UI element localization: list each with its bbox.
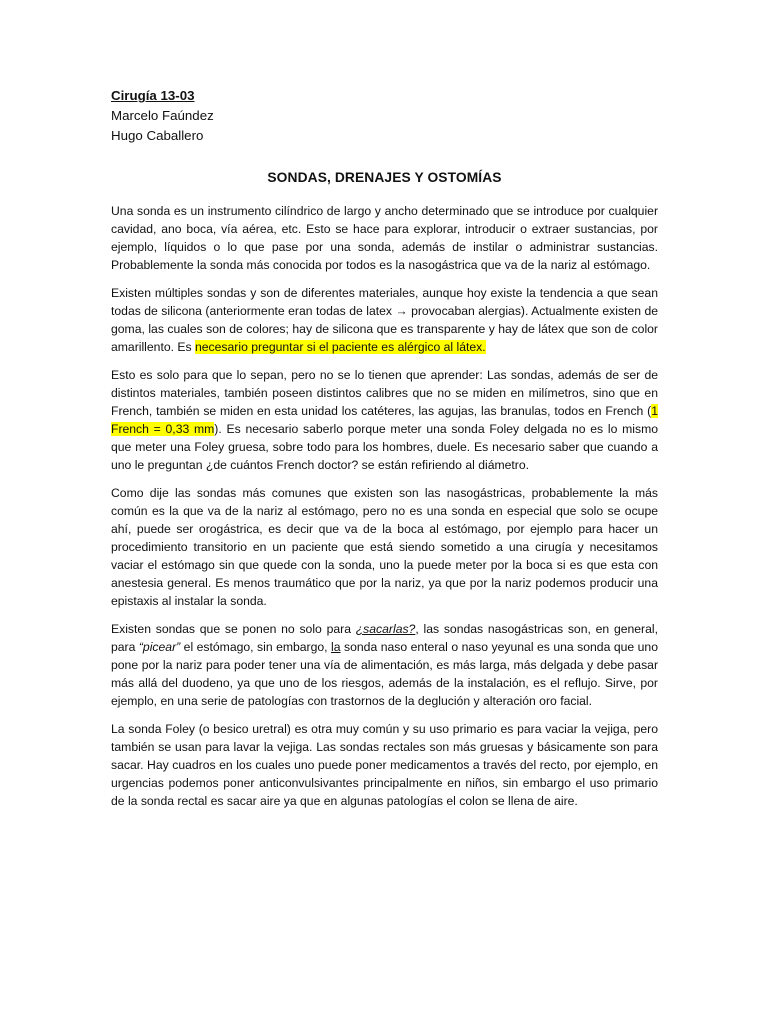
- emphasis-picear: “picear”: [138, 640, 181, 654]
- paragraph-4: Como dije las sondas más comunes que existen son las nasogástricas, probablemente la más común es la que va de la nariz al estómago, pero no es una sonda en especial que solo se ocupe ahí, puede ser orogástrica, es decir que va de la boca al estómago, por ejemplo para hacer un procedimiento transitorio en un paciente que está siendo sometido a una cirugía y necesitamos vaciar el estómago sin que quede con la sonda, uno la puede meter por la boca si es que esta con anestesia general. Es menos traumático que por la nariz, ya que por la nariz podemos producir una epistaxis al instalar la sonda.: [111, 486, 658, 608]
- paragraph-6: La sonda Foley (o besico uretral) es otra muy común y su uso primario es para vaciar la vejiga, pero también se usan para lavar la vejiga. Las sondas rectales son más gruesas y básicamente son para sacar. Hay cuadros en los cuales uno puede poner medicamentos a través del recto, por ejemplo, en urgencias podemos poner anticonvulsivantes principalmente en niños, sin embargo el uso primario de la sonda rectal es sacar aire ya que en algunas patologías el colon se llena de aire.: [111, 722, 658, 808]
- paragraph-3: [111, 366, 658, 474]
- paragraph-2: [111, 284, 658, 356]
- highlight-french-unit: 1 French = 0,33 mm: [111, 404, 658, 436]
- document-page: [111, 86, 658, 820]
- underlined-la: la: [331, 640, 341, 654]
- document-title: SONDAS, DRENAJES Y OSTOMÍAS: [267, 170, 502, 185]
- paragraph-5-text-b: , las sondas nasogástricas son, en general, para: [111, 622, 658, 654]
- paragraph-5-text-c: el estómago, sin embargo,: [180, 640, 332, 654]
- author-2: Hugo Caballero: [111, 128, 204, 143]
- paragraph-1: Una sonda es un instrumento cilíndrico de largo y ancho determinado que se introduce por cualquier cavidad, ano boca, vía aérea, etc. Esto se hace para explorar, introducir o extraer sustancias, por ejemplo, líquidos o lo que pase por una sonda, además de instilar o administrar sustancias. Probablemente la sonda más conocida por todos es la nasogástrica que va de la nariz al estómago.: [111, 204, 658, 272]
- author-1: Marcelo Faúndez: [111, 108, 214, 123]
- paragraph-5-text-a: Existen sondas que se ponen no solo para: [111, 622, 356, 636]
- paragraph-5: [111, 620, 658, 710]
- paragraph-5-text-d: sonda naso enteral o naso yeyunal es una sonda que uno pone por la nariz para poder tener una vía de alimentación, es más larga, más delgada y debe pasar más allá del duodeno, ya que uno de los riesgos, además de la instalación, es el reflujo. Sirve, por ejemplo, en una serie de patologías con trastornos de la deglución y alteración oro facial.: [111, 640, 658, 708]
- highlight-latex-allergy: necesario preguntar si el paciente es alérgico al látex.: [195, 340, 486, 354]
- paragraph-2-text: Existen múltiples sondas y son de diferentes materiales, aunque hoy existe la tendencia a que sean todas de silicona (anteriormente eran todas de latex → provocaban alergias). Actualmente existen de goma, las cuales son de colores; hay de silicona que es transparente y hay de látex que son de color amarillento. Es: [111, 286, 658, 354]
- emphasis-sacarlas: ¿sacarlas?: [355, 622, 416, 636]
- paragraph-3-text-a: Esto es solo para que lo sepan, pero no se lo tienen que aprender: Las sondas, además de ser de distintos materiales, también poseen distintos calibres que no se miden en milímetros, sino que en French, también se miden en esta unidad los catéteres, las agujas, las branulas, todos en French (: [111, 368, 658, 418]
- paragraph-3-text-b: ). Es necesario saberlo porque meter una sonda Foley delgada no es lo mismo que meter una Foley gruesa, sobre todo para los hombres, duele. Es necesario saber que cuando a uno le preguntan ¿de cuántos French doctor? se están refiriendo al diámetro.: [111, 422, 659, 472]
- course-heading: Cirugía 13-03: [111, 88, 195, 103]
